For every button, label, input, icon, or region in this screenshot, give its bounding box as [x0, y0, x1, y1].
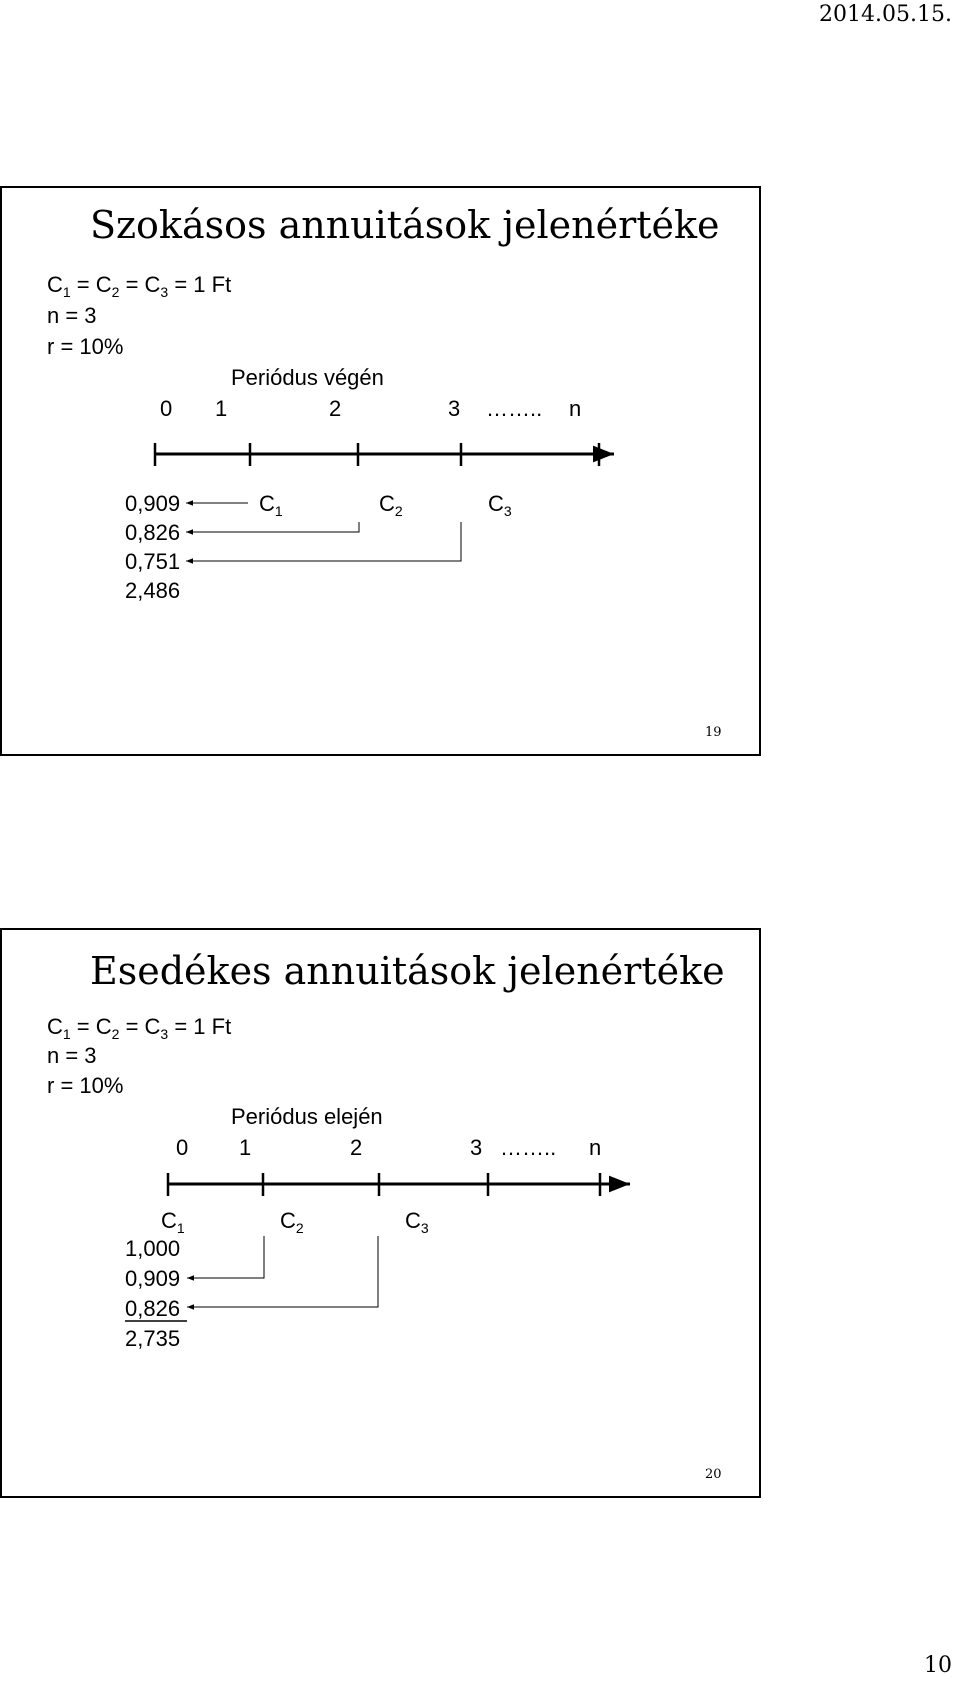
tick-ellipsis: …….. [486, 396, 543, 421]
pv-value-3: 0,826 [125, 1296, 181, 1321]
page-number: 10 [924, 1653, 952, 1678]
pv-total: 2,735 [125, 1326, 181, 1351]
pv-total: 2,486 [125, 578, 181, 603]
pv-value-2: 0,826 [125, 520, 181, 545]
pv-value-3: 0,751 [125, 549, 181, 574]
tick-label-n: n [569, 396, 582, 421]
n-line: n = 3 [47, 303, 97, 328]
equality-line: $C_1 = C_2 = C_3 = 1$ Ft [47, 1014, 232, 1042]
period-label: Periódus elején [231, 1104, 383, 1129]
header-date: 2014.05.15. [819, 2, 952, 27]
timeline-axis [155, 443, 614, 466]
tick-label-1: 1 [239, 1135, 252, 1160]
tick-label-1: 1 [215, 396, 228, 421]
n-line: n = 3 [47, 1043, 97, 1068]
slide-20-canvas [2, 930, 759, 1496]
tick-label-0: 0 [176, 1135, 189, 1160]
timeline-axis [168, 1173, 630, 1196]
pv-value-2: 0,909 [125, 1266, 181, 1291]
slide-ordinary-annuity [0, 186, 761, 756]
slide-19-canvas [2, 188, 759, 754]
tick-label-3: 3 [448, 396, 461, 421]
slide-annuity-due [0, 928, 761, 1498]
r-line: r = 10% [47, 334, 124, 359]
tick-label-3: 3 [470, 1135, 483, 1160]
tick-label-0: 0 [160, 396, 173, 421]
cashflow-c3: $C_3$ [488, 491, 512, 519]
tick-label-n: n [589, 1135, 602, 1160]
pv-value-1: 1,000 [125, 1236, 181, 1261]
period-label: Periódus végén [231, 365, 384, 390]
cashflow-c1: $C_1$ [259, 491, 283, 519]
discount-arrows [187, 1236, 378, 1307]
r-line: r = 10% [47, 1073, 124, 1098]
equality-line: $C_1 = C_2 = C_3 = 1$ Ft [47, 272, 232, 300]
tick-ellipsis: …….. [500, 1135, 557, 1160]
slide-title: Szokásos annuitások jelenértéke [90, 203, 720, 247]
cashflow-c3: $C_3$ [405, 1208, 429, 1236]
tick-label-2: 2 [350, 1135, 363, 1160]
cashflow-c1: $C_1$ [161, 1208, 185, 1236]
slide-title: Esedékes annuitások jelenértéke [90, 949, 725, 993]
cashflow-c2: $C_2$ [379, 491, 403, 519]
slide-number: 19 [705, 725, 722, 740]
pv-value-1: 0,909 [125, 491, 181, 516]
discount-arrows [186, 503, 461, 561]
slide-number: 20 [705, 1467, 722, 1482]
tick-label-2: 2 [329, 396, 342, 421]
cashflow-c2: $C_2$ [280, 1208, 304, 1236]
